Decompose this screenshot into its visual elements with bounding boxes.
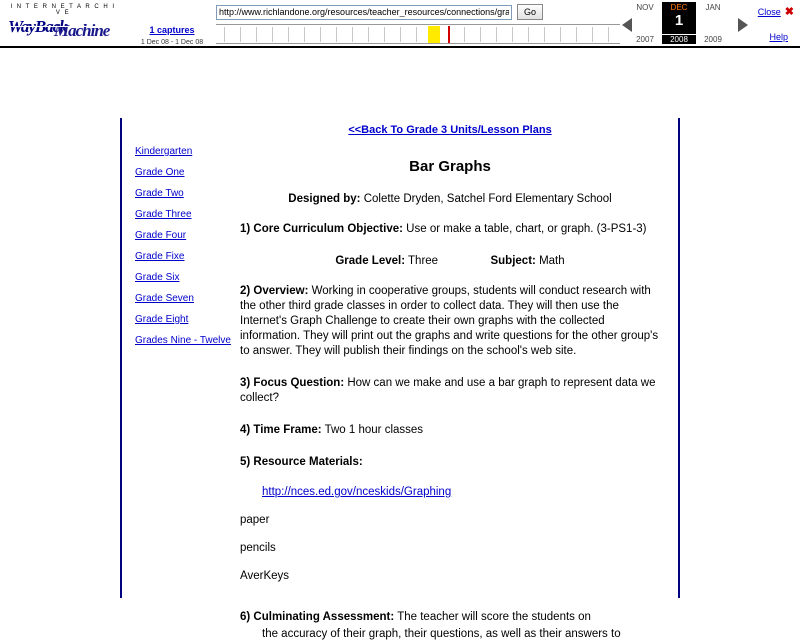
internet-archive-label: I N T E R N E T A R C H I V E <box>10 4 116 16</box>
timeline-tick <box>224 27 225 42</box>
timeline-tick <box>528 27 529 42</box>
url-input[interactable] <box>216 5 512 20</box>
wayback-toolbar <box>0 0 800 48</box>
resources-label: 5) Resource Materials: <box>240 456 363 468</box>
timeline-tick <box>576 27 577 42</box>
close-icon[interactable]: ✖ <box>784 6 794 18</box>
timeline-tick <box>592 27 593 42</box>
timeline-tick <box>240 27 241 42</box>
year-selected[interactable]: 2008 <box>662 35 696 44</box>
close-link[interactable]: Close <box>757 7 781 17</box>
sidebar-item-grade-eight[interactable]: Grade Eight <box>135 314 189 325</box>
core-curriculum-objective <box>240 222 660 237</box>
timeline-current-capture[interactable] <box>448 26 450 43</box>
resource-item-paper: paper <box>240 514 270 526</box>
resource-item-averkeys: AverKeys <box>240 570 290 582</box>
subject-label: Subject: <box>490 255 536 267</box>
timeline-tick <box>544 27 545 42</box>
culminating-assessment-section <box>240 610 660 625</box>
year-prev[interactable]: 2007 <box>636 35 654 44</box>
time-frame-section <box>240 423 660 438</box>
timeline-tick <box>416 27 417 42</box>
year-next[interactable]: 2009 <box>704 35 722 44</box>
timeline-tick <box>352 27 353 42</box>
timeline-tick <box>304 27 305 42</box>
month-prev[interactable]: NOV <box>636 3 654 12</box>
designed-by-line <box>240 193 660 205</box>
timeline-tick <box>288 27 289 42</box>
timeframe-label: 4) Time Frame: <box>240 424 322 436</box>
timeline-capture-highlight[interactable] <box>428 26 440 43</box>
sidebar-item-grade-seven[interactable]: Grade Seven <box>135 293 194 304</box>
objective-label: 1) Core Curriculum Objective: <box>240 223 403 235</box>
resource-item-pencils: pencils <box>240 542 276 554</box>
timeline-bar[interactable] <box>216 24 620 44</box>
grade-level-value: Three <box>408 255 439 267</box>
timeline-tick <box>400 27 401 42</box>
objective-text: Use or make a table, chart, or graph. (3-PS1-3) <box>406 223 647 235</box>
sidebar-item-grades-nine-twelve[interactable]: Grades Nine - Twelve <box>135 335 231 346</box>
sidebar-item-grade-one[interactable]: Grade One <box>135 167 185 178</box>
wordmark-stripe <box>8 26 120 32</box>
wordmark-part-2: Machine <box>54 21 110 39</box>
timeline-tick <box>384 27 385 42</box>
grade-nav-sidebar <box>135 146 235 356</box>
subject-value: Math <box>539 255 565 267</box>
wayback-logo[interactable] <box>6 4 126 44</box>
timeline-tick <box>464 27 465 42</box>
year-row <box>628 35 732 44</box>
captures-block <box>133 22 211 46</box>
wordmark-part-1: WayBack <box>8 17 67 36</box>
timeline-tick <box>560 27 561 42</box>
timeline-tick <box>336 27 337 42</box>
back-to-units-link[interactable]: <<Back To Grade 3 Units/Lesson Plans <box>348 124 552 136</box>
sidebar-item-grade-four[interactable]: Grade Four <box>135 230 187 241</box>
grade-level-label: Grade Level: <box>335 255 406 267</box>
go-button[interactable]: Go <box>517 4 543 20</box>
focus-question-section <box>240 376 660 406</box>
archived-page <box>0 48 800 640</box>
next-capture-arrow-icon[interactable] <box>738 18 748 32</box>
timeline-tick <box>608 27 609 42</box>
help-block <box>769 32 788 42</box>
captures-link[interactable]: 1 captures <box>149 25 195 35</box>
resource-materials-section <box>240 455 660 470</box>
overview-section <box>240 284 660 359</box>
sidebar-item-grade-three[interactable]: Grade Three <box>135 209 192 220</box>
close-block <box>758 5 794 18</box>
lesson-plan-document <box>240 118 660 642</box>
designed-by-label: Designed by: <box>288 193 361 205</box>
overview-label: 2) Overview: <box>240 285 309 297</box>
designed-by-value: Colette Dryden, Satchel Ford Elementary School <box>363 193 612 205</box>
sidebar-item-grade-two[interactable]: Grade Two <box>135 188 184 199</box>
timeframe-text: Two 1 hour classes <box>324 424 424 436</box>
sidebar-item-kindergarten[interactable]: Kindergarten <box>135 146 193 157</box>
timeline-tick <box>320 27 321 42</box>
focus-label: 3) Focus Question: <box>240 377 345 389</box>
month-next[interactable]: JAN <box>705 3 721 12</box>
grade-subject-row <box>240 255 660 267</box>
assessment-text-continued: the accuracy of their graph, their questions, as well as their answers to <box>262 628 621 640</box>
sidebar-item-grade-six[interactable]: Grade Six <box>135 272 180 283</box>
timeline-tick <box>512 27 513 42</box>
url-row <box>216 4 543 20</box>
overview-text: Working in cooperative groups, students will conduct research with the other third grade classes in order to collect data. They will then use the Internet's Graph Challenge to create their own graphs with the collected information. They will print out the graphs and write questions for the other group's to answer. They will publish their findings on the school's web site. <box>240 285 659 357</box>
assessment-text: The teacher will score the students on <box>397 611 591 623</box>
focus-text: How can we make and use a bar graph to represent data we collect? <box>240 377 656 404</box>
resource-link-row <box>262 486 660 498</box>
selected-day-label: 1 <box>674 12 684 29</box>
wayback-machine-wordmark <box>8 17 120 39</box>
selected-month-label: DEC <box>670 3 688 12</box>
selected-date-box[interactable] <box>662 2 696 34</box>
nces-graphing-link[interactable]: http://nces.ed.gov/nceskids/Graphing <box>262 486 452 498</box>
timeline-tick <box>272 27 273 42</box>
timeline-tick <box>256 27 257 42</box>
sidebar-item-grade-five[interactable]: Grade Fixe <box>135 251 185 262</box>
date-selector <box>628 2 732 46</box>
page-title: Bar Graphs <box>409 158 491 175</box>
timeline-tick <box>368 27 369 42</box>
timeline-tick <box>480 27 481 42</box>
captures-range-label: 1 Dec 08 - 1 Dec 08 <box>140 39 204 46</box>
help-link[interactable]: Help <box>769 32 788 42</box>
timeline-tick <box>496 27 497 42</box>
back-link-wrap <box>240 118 660 136</box>
assessment-label: 6) Culminating Assessment: <box>240 611 395 623</box>
